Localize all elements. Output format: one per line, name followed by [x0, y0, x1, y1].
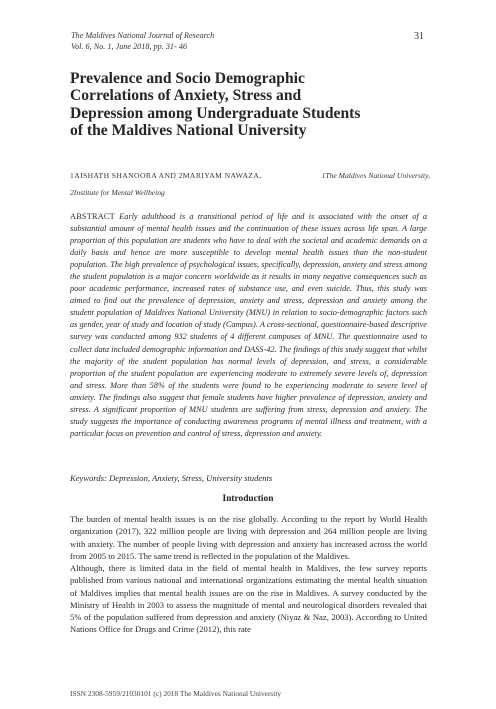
title-line: Prevalence and Socio Demographic	[70, 70, 305, 87]
paragraph: The burden of mental health issues is on the rise globally. According to the report by World Health organization (2017), 322 million people are living with depression and 264 million people are living with anxiety. The number of people living with depression and anxiety has increased across the world from 2005 to 2015. The same trend is reflected in the population of the Maldives.	[70, 514, 427, 561]
introduction-body	[70, 513, 427, 636]
author-affiliation-2: 2Institute for Mental Wellbeing	[70, 188, 165, 197]
paper-title	[70, 70, 440, 140]
journal-header	[71, 30, 214, 52]
author-affiliation-1: 1The Maldives National University,	[321, 171, 430, 180]
author-names: 1AISHATH SHANOORA AND 2MARIYAM NAWAZA,	[70, 171, 262, 180]
page-number: 31	[414, 31, 424, 42]
title-line: of the Maldives National University	[70, 122, 307, 140]
author-block	[70, 167, 430, 201]
abstract-text: Early adulthood is a transitional period of life and is associated with the onset of a substantial amount of mental health issues and the continuation of these issues across life span. A large proportion of this population are students who have to deal with the societal and academic demands on a daily basis and hence are more susceptible to develop mental health issues than the non-student population. The high prevalence of psychological issues, specifically, depression, anxiety and stress among the student population is a major concern worldwide as it results in many negative consequences such as poor academic performance, increased rates of substance use, and even suicide. Thus, this study was aimed to find out the prevalence of depression, anxiety and stress, depression and anxiety among the student population of Maldives National University (MNU) in relation to socio-demographic factors such as gender, year of study and location of study (Campus). A cross-sectional, questionnaire-based descriptive survey was conducted among 932 students of 4 different campuses of MNU. The questionnaire used to collect data included demographic information and DASS-42. The findings of this study suggest that whilst the majority of the student population has normal levels of depression, and stress, a considerable proportion of the student population are experiencing moderate to extremely severe levels of, depression and stress. More than 58% of the students were found to be experiencing moderate to severe level of anxiety. The findings also suggest that female students have higher prevalence of depression, anxiety and stress. A significant proportion of MNU students are suffering from stress, depression and anxiety. The study suggests the importance of conducting awareness programs of mental illness and treatment, with a particular focus on prevention and control of stress, depression and anxiety.	[70, 212, 428, 438]
journal-volume: Vol. 6, No. 1, June 2018, pp. 31- 46	[71, 42, 187, 51]
title-line: Depression among Undergraduate Students	[70, 104, 361, 122]
abstract	[70, 211, 427, 440]
keywords: Keywords: Depression, Anxiety, Stress, University students	[70, 473, 273, 483]
title-line: Correlations of Anxiety, Stress and	[70, 87, 302, 105]
section-heading: Introduction	[222, 494, 274, 504]
abstract-label: ABSTRACT	[70, 212, 115, 221]
footer-issn: ISSN 2308-5959/21030101 (c) 2018 The Maldives National University	[70, 689, 282, 698]
paragraph: Although, there is limited data in the field of mental health in Maldives, the few survey reports published from various national and international organizations estimating the mental health situation of Maldives implies that mental health issues are on the rise in Maldives. A survey conducted by the Ministry of Health in 2003 to assess the magnitude of mental and neurological disorders revealed that 5% of the population suffered from depression and anxiety (Niyaz & Naz, 2003). According to United Nations Office for Drugs and Crime (2012), this rate	[70, 563, 427, 635]
journal-name: The Maldives National Journal of Research	[71, 31, 215, 40]
